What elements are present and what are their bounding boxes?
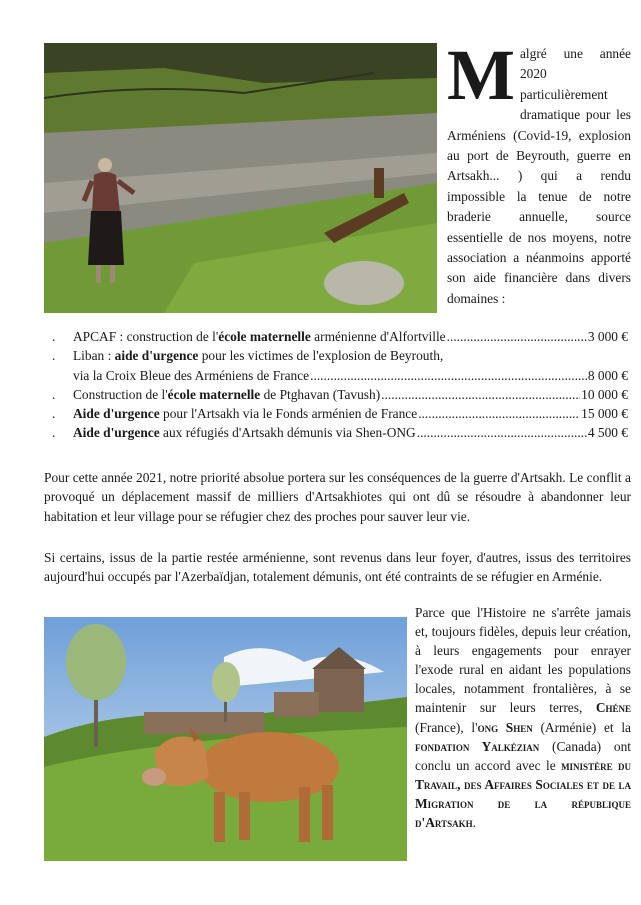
item-amount: 3 000 € xyxy=(587,329,628,344)
paragraph-agreement xyxy=(415,603,631,832)
item-amount: 10 000 € xyxy=(581,386,628,402)
item-amount: 15 000 € xyxy=(581,406,628,422)
list-item xyxy=(44,404,628,423)
leader-dots xyxy=(417,423,587,442)
org-yalkezian: fondation Yalkézian xyxy=(415,738,540,754)
org-ministry: ministère du Travail, des Affaires Sociales et de la Migration de la république d'Artsakh xyxy=(415,757,631,831)
outro-text: (Arménie) et la xyxy=(532,719,631,735)
bullet: . xyxy=(52,406,56,422)
item-text: arménienne d'Alfortville xyxy=(310,329,446,344)
item-text-line2: via la Croix Bleue des Arméniens de France xyxy=(73,367,310,383)
photo-calf-monastery xyxy=(44,617,407,861)
item-text: Liban : xyxy=(73,348,115,364)
paragraph-priority: Pour cette année 2021, notre priorité absolue portera sur les conséquences de la guerre d'Artsakh. Le conflit a provoqué un déplacement massif de milliers d'Artsakhiotes qui ont dû se résoudre à abandonner leur habitation et leur village pour se réfugier chez des proches pour sauver leur vie. xyxy=(44,470,631,524)
item-amount: 4 500 € xyxy=(587,425,628,441)
list-item xyxy=(44,423,628,442)
leader-dots xyxy=(381,385,580,404)
intro-text: algré une année 2020 particulièrement dramatique pour les Arméniens (Covid-19, explosion au port de Beyrouth, guerre en Artsakh... ) qui a rendu impossible la tenue de notre braderie annuelle, source essentielle de nos moyens, notre association a néanmoins apporté son aide financière dans divers domaines : xyxy=(447,46,631,306)
leader-dots xyxy=(418,404,580,423)
item-text: Construction de l' xyxy=(73,386,168,402)
leader-dots xyxy=(447,327,587,346)
item-bold: école maternelle xyxy=(167,386,261,402)
intro-paragraph xyxy=(447,35,631,309)
bullet: . xyxy=(52,386,56,402)
item-bold: école maternelle xyxy=(218,329,311,344)
outro-text: (France), l' xyxy=(415,719,478,735)
drop-cap: M xyxy=(447,35,515,115)
paragraph-refugees: Si certains, issus de la partie restée arménienne, sont revenus dans leur foyer, d'autres, issus des territoires aujourd'hui occupés par l'Azerbaïdjan, totalement démunis, ont été contraints de se réfugier en Arménie. xyxy=(44,550,631,585)
outro-text: Parce que l'Histoire ne s'arrête jamais et, toujours fidèles, depuis leur création, à leurs engagements pour enrayer l'exode rural en aidant les populations locales, notamment frontalières, à se maintenir sur leurs terres, xyxy=(415,605,631,716)
bullet: . xyxy=(52,348,56,364)
org-chene: Chéne xyxy=(595,700,631,716)
item-bold: Aide d'urgence xyxy=(73,425,160,441)
list-item xyxy=(44,327,628,346)
item-text: de Ptghavan (Tavush) xyxy=(260,386,381,402)
list-item xyxy=(44,346,628,385)
bullet: . xyxy=(52,329,56,344)
photo-woman-hillside xyxy=(44,43,437,313)
item-text: APCAF : construction de l' xyxy=(73,329,219,344)
outro-text: . xyxy=(472,815,476,831)
leader-dots xyxy=(310,366,587,385)
item-amount: 8 000 € xyxy=(587,367,628,383)
item-text: pour les victimes de l'explosion de Beyrouth, xyxy=(198,348,444,364)
donation-list xyxy=(44,327,628,443)
item-bold: Aide d'urgence xyxy=(73,406,160,422)
bullet: . xyxy=(52,425,56,441)
item-bold: aide d'urgence xyxy=(114,348,199,364)
org-shen: ong Shen xyxy=(477,719,533,735)
outro-text: (Canada) ont conclu un accord avec le xyxy=(415,738,631,773)
list-item xyxy=(44,385,628,404)
item-text: pour l'Artsakh via le Fonds arménien de France xyxy=(159,406,418,422)
item-text: aux réfugiés d'Artsakh démunis via Shen-ONG xyxy=(159,425,416,441)
